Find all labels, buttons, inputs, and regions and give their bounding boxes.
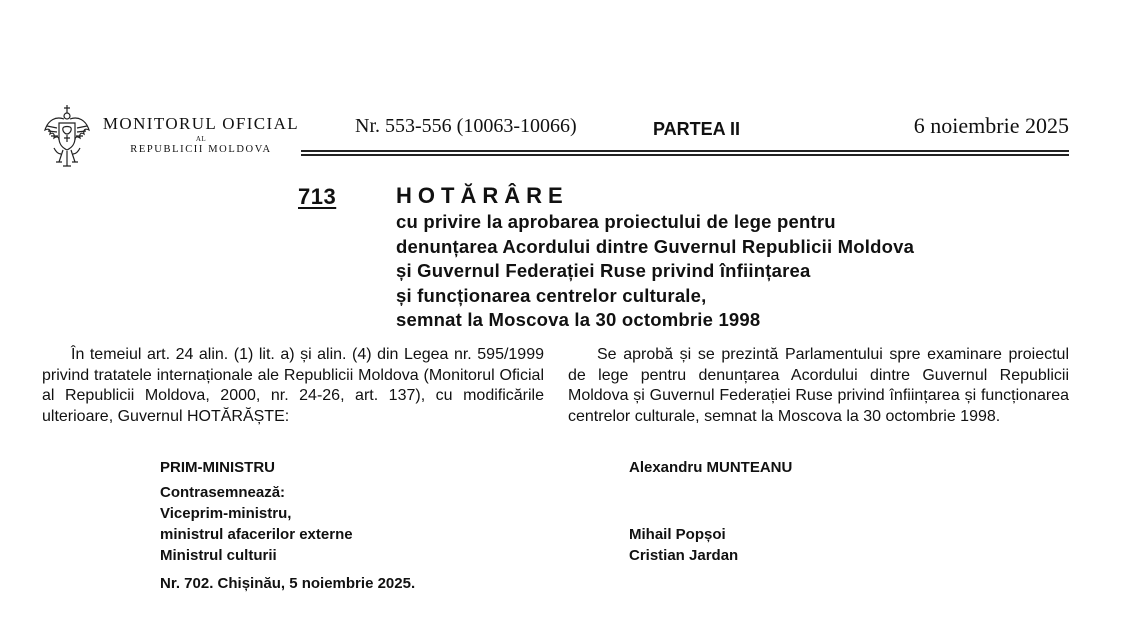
prime-minister-name: Alexandru MUNTEANU [629,459,793,476]
preamble-paragraph: În temeiul art. 24 alin. (1) lit. a) și alin. (4) din Legea nr. 595/1999 privind tratatele internaționale ale Republicii Moldova (Monitorul Oficial al Republicii Moldova, 2000, nr. 24-26, art. 137), cu modificările ulterioare, Guvernul HOTĂRĂȘTE: [42,346,544,425]
coat-of-arms-icon [42,104,92,170]
header-rule-top [301,150,1069,152]
prime-minister-title: PRIM-MINISTRU [160,459,275,476]
part-label: PARTEA II [653,119,741,139]
act-subject [396,210,1076,333]
deputy-pm-ministry: ministrul afacerilor externe [160,526,353,543]
act-reference: Nr. 702. Chișinău, 5 noiembrie 2025. [160,575,416,592]
issue-number: Nr. 553-556 (10063-10066) [355,115,577,137]
act-subject-line: cu privire la aprobarea proiectului de lege pentru [396,211,836,232]
masthead-country: REPUBLICII MOLDOVA [130,144,272,155]
culture-minister-name: Cristian Jardan [629,547,739,564]
preamble-column [42,345,544,427]
culture-minister-title: Ministrul culturii [160,547,277,564]
act-subject-line: și Guvernul Federației Ruse privind înființarea [396,260,811,281]
publication-date: 6 noiembrie 2025 [913,113,1069,138]
act-subject-line: denunțarea Acordului dintre Guvernul Republicii Moldova [396,235,915,257]
act-number: 713 [298,184,337,209]
masthead-connector: AL [195,135,207,143]
masthead-title: MONITORUL OFICIAL [102,114,300,133]
deputy-pm-title: Viceprim-ministru, [160,505,292,522]
act-subject-line: și funcționarea centrelor culturale, [396,284,707,306]
act-subject-line: semnat la Moscova la 30 octombrie 1998 [396,309,761,330]
header-rule-bottom [301,154,1069,156]
deputy-pm-name: Mihail Popșoi [629,526,726,543]
operative-column [568,345,1069,427]
operative-paragraph: Se aprobă și se prezintă Parlamentului spre examinare proiectul de lege pentru denunțarea Acordului dintre Guvernul Republicii Moldova și Guvernul Federației Ruse privind înființarea și funcționarea centrelor culturale, semnat la Moscova la 30 octombrie 1998. [568,346,1069,425]
masthead [98,114,304,157]
act-type: HOTĂRÂRE [396,183,569,208]
countersign-label: Contrasemnează: [160,484,286,501]
